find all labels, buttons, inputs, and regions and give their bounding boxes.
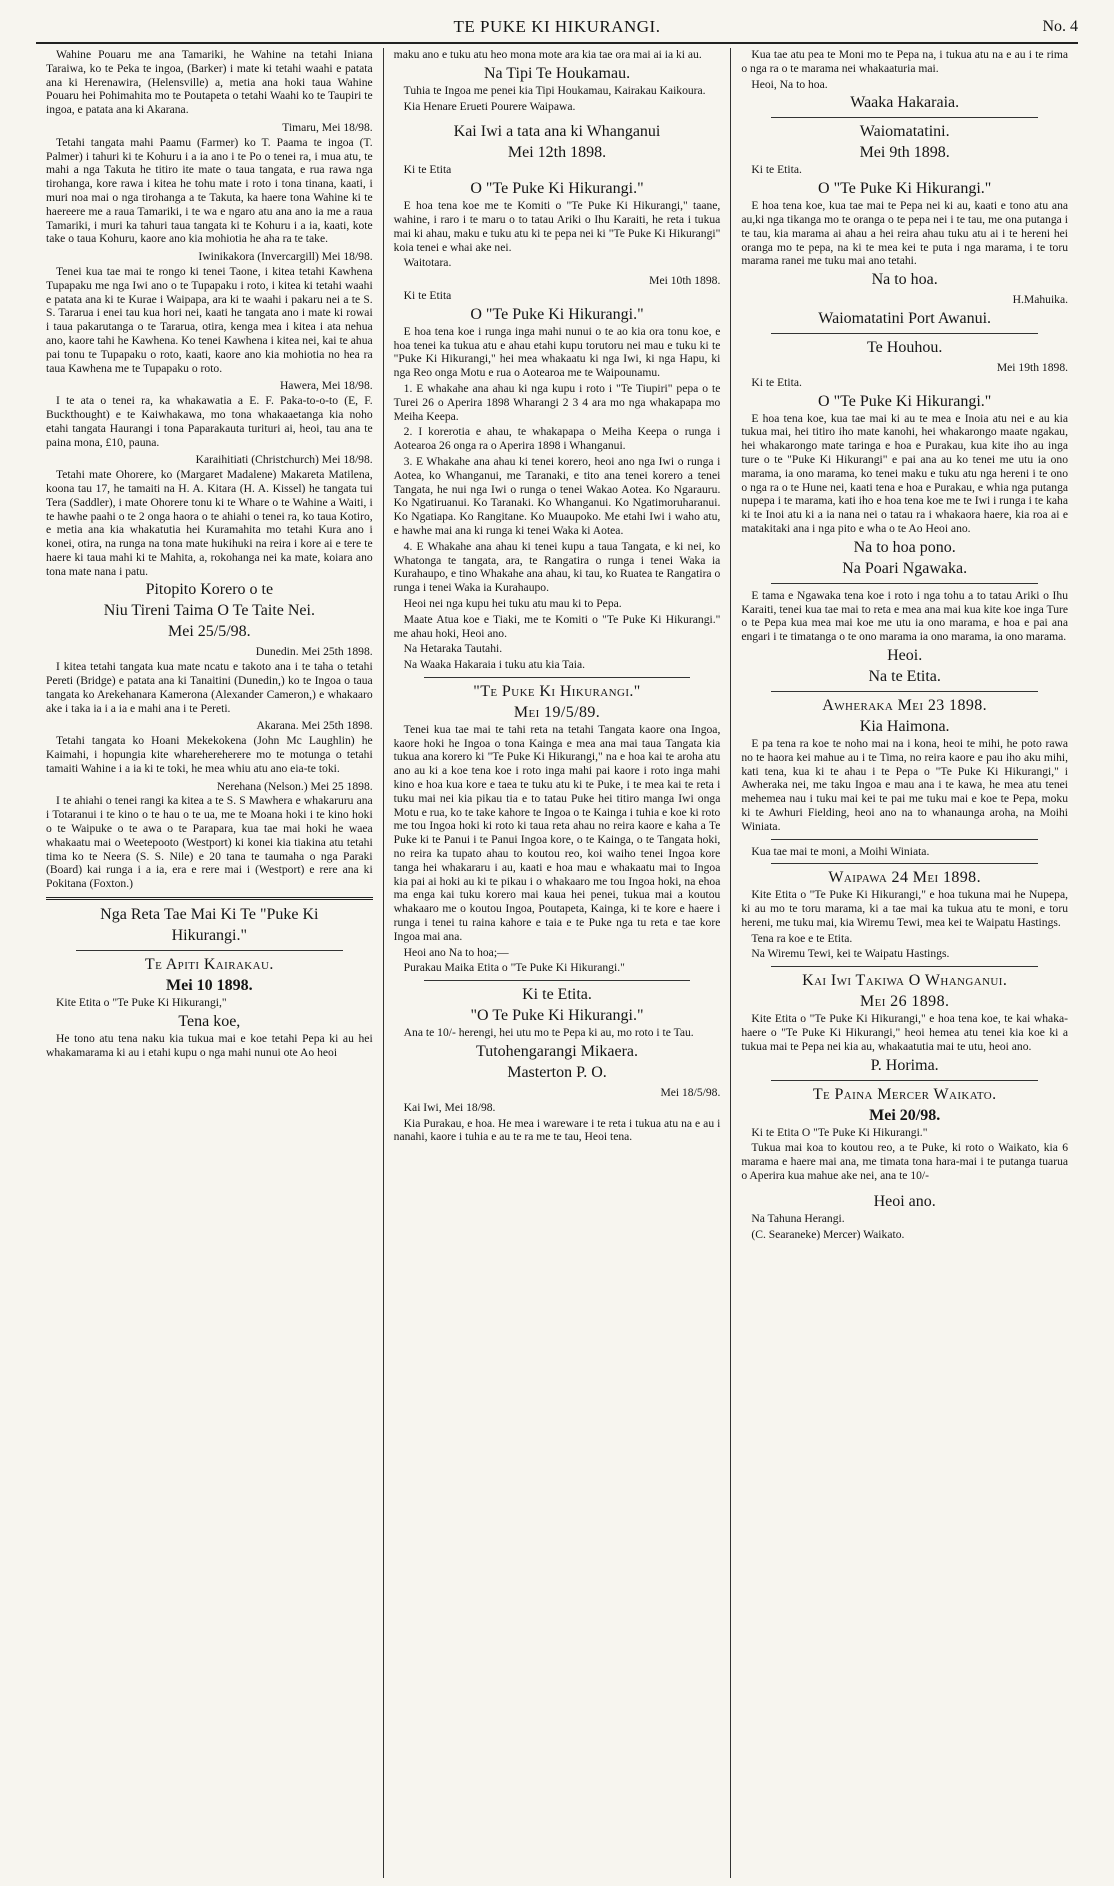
centered-heading: Waipawa 24 Mei 1898.	[828, 869, 981, 887]
paragraph: Heoi ano Na to hoa;—	[403, 945, 509, 959]
centered-heading: Ki te Etita.	[522, 986, 592, 1004]
paragraph: Heoi nei nga kupu hei tuku atu mau ki to Pepa.	[403, 596, 622, 610]
centered-heading: Tena koe,	[178, 1012, 241, 1030]
centered-heading: Mei 12th 1898.	[507, 144, 607, 162]
paragraph: E hoa tena koe me te Komiti o "Te Puke Ki Hikurangi," taane, wahine, i raro i te maru o to tatau Ariki o Ihu Karaiti, he reta i tukua mai ki ahau, maku e tuku atu ki te pepa nei ki "Te Puke Ki Hikurangi" koia tenei e whai ake nei.	[393, 199, 721, 254]
paragraph: 3. E Whakahe ana ahau ki tenei korero, heoi ano nga Iwi o runga i Aotea, ko Whanganui, me Taranaki, e tito ana tenei korero a tenei Tangata, he nui nga Iwi o runga o tenei Wakao Aotea. Ko Ngarauru. Ko Ngatiruanui. Ko Taranaki. Ko Whanganui. Ko Ngatimoruharanui. Ko Ngatiapa. Ko Rangitane. Ko Muaupoko. Me etahi Iwi i waho atu, e hawhe mai ana ki runga ki tenei Waka ki Aotea.	[393, 454, 721, 537]
section-rule	[771, 583, 1038, 584]
paragraph: Maate Atua koe e Tiaki, me te Komiti o "Te Puke Ki Hikurangi." me ahau hoki, Heoi ano.	[393, 612, 721, 640]
paragraph: Kai Iwi, Mei 18/98.	[403, 1100, 496, 1114]
paragraph: 4. E Whakahe ana ahau ki tenei kupu a taua Tangata, e ki nei, ko Whatonga te tangata, ara, te Rangatira o runga i tenei Waka ia Kurahaupo, e tino Whakahe ana ahau, ki tau, ko Ruatea te Rangatira o runga i tenei Waka ia Kurahaupo.	[393, 539, 721, 595]
section-rule	[771, 966, 1038, 967]
paragraph: Ki te Etita.	[751, 163, 802, 177]
section-rule	[76, 950, 343, 951]
centered-heading: O "Te Puke Ki Hikurangi."	[470, 305, 644, 323]
section-rule	[771, 863, 1038, 864]
paragraph: 1. E whakahe ana ahau ki nga kupu i roto i "Te Tiupiri" pepa o te Turei 26 o Aperira 1898 Wharangi 2 3 4 ara mo nga whakapapa mo Meiha Keepa.	[393, 381, 721, 423]
paragraph: Kite Etita o "Te Puke Ki Hikurangi,"	[56, 996, 227, 1010]
centered-heading: Mei 20/98.	[869, 1106, 941, 1124]
centered-heading: Tutohengarangi Mikaera.	[475, 1043, 639, 1061]
centered-heading: Masterton P. O.	[507, 1064, 607, 1082]
double-rule	[46, 897, 373, 900]
section-rule	[771, 333, 1038, 334]
paragraph: Tetahi mate Ohorere, ko (Margaret Madalene) Makareta Matilena, koona tau 17, he tamaiti na H. A. Kitara (H. A. Kissel) he tangata tui Tera (Saddler), i mate Ohorere tonu ki te Whare o te Wahine a Waiti, i te hawhe paahi o te 2 onga haora o te ahiahi o tenei ra, ko taua Kotiro, e metia ana kia whakatutia hei Kuramahita mo tetahi Kura ano i konei, otira, na runga na tona mate hukihuki na reira i kore ai e tere te haere ki taua mahi ki te Mahita, a, rokohanga nei ka mate, koiara ano tona mate nana i patu.	[46, 468, 373, 578]
centered-heading: Kai Iwi Takiwa O Whanganui.	[802, 972, 1008, 990]
centered-heading: Te Houhou.	[867, 338, 943, 356]
paragraph: Wahine Pouaru me ana Tamariki, he Wahine na tetahi Iniana Taraiwa, ko te Peka te ingoa, (Barker) i mate ki tetahi waahi e patata ana ki Herenawira, (Helensville) a, metia ana hoki taua Wahine Pouaru hei Pohimahita mo te Poutapeta o tetahi Waahi ko te Taupiri te ingoa, e patata ana ki Akarana.	[46, 48, 373, 117]
paragraph: Ki te Etita O "Te Puke Ki Hikurangi."	[751, 1125, 928, 1139]
running-title: TE PUKE KI HIKURANGI.	[453, 17, 661, 36]
centered-heading: "Te Puke Ki Hikurangi."	[473, 682, 641, 700]
centered-heading: Hikurangi."	[171, 927, 248, 945]
centered-heading: Kai Iwi a tata ana ki Whanganui	[453, 123, 661, 141]
centered-heading: Na to hoa.	[871, 271, 938, 289]
paragraph: Ki te Etita	[403, 288, 452, 302]
dateline: Mei 19th 1898.	[996, 360, 1069, 374]
column-2	[383, 48, 731, 1878]
dateline: Hawera, Mei 18/98.	[279, 379, 373, 393]
paragraph: Na Wiremu Tewi, kei te Waipatu Hastings.	[751, 947, 950, 961]
dateline: Mei 10th 1898.	[649, 274, 721, 288]
paragraph: (C. Searaneke) Mercer) Waikato.	[751, 1227, 905, 1241]
paragraph: Tukua mai koa to koutou reo, a te Puke, ki roto o Waikato, kia 6 marama e haere mai ana, me timata tona hara-mai i te putanga tuarua o Aperira kua mahue ake nei, ana te 10/-	[741, 1141, 1069, 1183]
centered-heading: Kia Haimona.	[859, 717, 950, 735]
centered-heading: Awheraka Mei 23 1898.	[822, 696, 988, 714]
centered-heading: Pitopito Korero o te	[145, 581, 274, 599]
centered-heading: Waiomatatini Port Awanui.	[818, 309, 992, 327]
centered-heading: O "Te Puke Ki Hikurangi."	[818, 180, 992, 198]
centered-heading: Mei 9th 1898.	[859, 144, 950, 162]
paragraph: Na Waaka Hakaraia i tuku atu kia Taia.	[403, 658, 585, 672]
centered-heading: Heoi.	[887, 646, 923, 664]
dateline: Karaihitiati (Christchurch) Mei 18/98.	[195, 453, 373, 467]
centered-heading: Mei 19/5/89.	[513, 703, 601, 721]
section-rule	[424, 677, 691, 678]
paragraph: E hoa tena koe, kua tae mai ki au te mea e Inoia atu nei e au kia tukua mai, hei titiro iho mate kanohi, hei whakarongo maate ngakau, hei whakarongo mate taringa e hoa e Purakau, kua kite iho au inga ture o te "Puke Ki Hikurangi" e pai ana au ko tenei me utu ia ono marama, ia ono marama, ko tenei maku e tuku atu nga hereni i te ono o nga ra o te Hune nei, kaati tena e hoa e Purakau, e whia nga putanga nupepa i te marama, kati iho e hoa tena koe me te Iwi i runga i te kaha ki te Inoi atu ki a ia nana nei o tatau ra i whakaora haere, kia roa ai e matakitaki ana i nga pito e wha o te Ao Heoi ano.	[741, 411, 1069, 535]
paragraph: Ana te 10/- herengi, hei utu mo te Pepa ki au, mo roto i te Tau.	[403, 1026, 694, 1040]
paragraph: I kitea tetahi tangata kua mate ncatu e takoto ana i te taha o tetahi Pereti (Bridge) e patata ana ki Tanaitini (Dunedin,) ko te Ingoa o taua tangata ko Arekehanara Kamerona (Alexander Cameron,) e whakaaro ake i taka ia i a ia e mahi ana i te Pereti.	[46, 660, 373, 715]
page-header	[36, 14, 1078, 40]
columns	[36, 48, 1078, 1878]
paragraph: Na Tahuna Herangi.	[751, 1211, 845, 1225]
centered-heading: Te Paina Mercer Waikato.	[812, 1085, 997, 1103]
section-rule	[771, 117, 1038, 118]
centered-heading: Te Apiti Kairakau.	[144, 956, 274, 974]
centered-heading: Mei 10 1898.	[166, 977, 253, 995]
paragraph: Kua tae mai te moni, a Moihi Winiata.	[751, 844, 930, 858]
section-rule	[771, 1080, 1038, 1081]
spacer	[741, 1185, 1068, 1190]
centered-heading: Na to hoa pono.	[853, 538, 956, 556]
paragraph: Purakau Maika Etita o "Te Puke Ki Hikurangi."	[403, 961, 625, 975]
page-number: No. 4	[1042, 18, 1078, 35]
header-rule	[36, 42, 1078, 44]
paragraph: He tono atu tena naku kia tukua mai e koe tetahi Pepa ki au hei whakamarama ki au i etahi kupu o nga mahi nunui ote Ao heoi	[46, 1031, 373, 1059]
spacer	[394, 115, 721, 120]
paragraph: 2. I korerotia e ahau, te whakapapa o Meiha Keepa o runga i Aotearoa 26 onga ra o Aperira 1898 i Whanganui.	[393, 425, 721, 453]
paragraph: I te ata o tenei ra, ka whakawatia a E. F. Paka-to-o-to (E, F. Buckthought) e te Kaiwhakawa, mo tona whakaaetanga kia noho etahi tangata Haurangi i tona Paparakauta turituri ai, heoi, tau ana te paina mona, £10, pauna.	[46, 394, 373, 449]
paragraph: Tena ra koe e te Etita.	[751, 931, 853, 945]
centered-heading: Na Tipi Te Houkamau.	[483, 64, 631, 82]
section-rule	[771, 691, 1038, 692]
dateline: Mei 18/5/98.	[660, 1086, 721, 1100]
centered-heading: P. Horima.	[870, 1056, 939, 1074]
dateline: Iwinikakora (Invercargill) Mei 18/98.	[198, 250, 373, 264]
dateline: Dunedin. Mei 25th 1898.	[255, 645, 373, 659]
dateline: Akarana. Mei 25th 1898.	[256, 719, 373, 733]
centered-heading: Mei 26 1898.	[859, 993, 950, 1011]
paragraph: Tenei kua tae mai te rongo ki tenei Taone, i kitea tetahi Kawhena Tupapaku me nga Iwi ano o te Tupapaku i roto, i kitea ki tetahi waahi e patata ana ki te Kurae i Waipapa, ara ki te waahi i pakaru nei a te S. S. Tararua i enei tau kua hori nei, kaati he tangata ano i mate ki rowai i taua pakarutanga o te Tararua, otira, kenga mea i kitea i ata nehua ano, kaore tahi he Kawhena. Ko tenei Kawhena i kitea nei, kai te ahua pai tonu te Tupapaku o roto, kaati, kaore ano kia mohiotia no hea ra taua Kawhena me te Tupapaku o roto.	[46, 264, 373, 375]
section-rule	[771, 839, 1038, 840]
centered-heading: Waaka Hakaraia.	[850, 94, 960, 112]
dateline: Nerehana (Nelson.) Mei 25 1898.	[216, 779, 373, 793]
centered-heading: Na Poari Ngawaka.	[842, 559, 968, 577]
paragraph: Tuhia te Ingoa me penei kia Tipi Houkamau, Kairakau Kaikoura.	[403, 83, 706, 97]
centered-heading: Na te Etita.	[868, 667, 941, 685]
paragraph: Kite Etita o "Te Puke Ki Hikurangi," e hoa tukuna mai he Nupepa, ki au mo te toru marama, ki a tae mai ka tukua atu te moni, e toru hereni, me tuku mai, kia Wiremu Tewi, mea kei te Waipatu Hastings.	[741, 888, 1069, 929]
paragraph: Waitotara.	[403, 256, 452, 270]
centered-heading: Nga Reta Tae Mai Ki Te "Puke Ki	[100, 906, 319, 924]
paragraph: Na Hetaraka Tautahi.	[403, 642, 503, 656]
paragraph: E tama e Ngawaka tena koe i roto i nga tohu a to tatau Ariki o Ihu Karaiti, tenei kua tae mai to reta e mea ana mai kua kite koe inga Ture o te Pepa kua mea mai koe me utu ia ono marama, e hoa e pai ana engari i te timatanga o te ono marama ia ono marama, ia ono marama.	[741, 588, 1069, 644]
column-1	[36, 48, 383, 1878]
paragraph: Kia Purakau, e hoa. He mea i wareware i te reta i tukua atu na e au i nanahi, kaore i tuhia e au te ra me te tau, Heoi tena.	[393, 1116, 721, 1144]
centered-heading: O "Te Puke Ki Hikurangi."	[818, 392, 992, 410]
paragraph: E hoa tena koe, kua tae mai te Pepa nei ki au, kaati e tono atu ana au,ki nga tikanga mo te oranga o te pepa nei i te tau, me ona putanga i te tau, kia marama ai ahau a hei reira ahau tuku atu ai i te hereni hei oranga mo te pepa, na ki te mea kei te puta i nga marama, i te toru marama ranei me tuku mai ano tetahi.	[741, 199, 1069, 268]
centered-heading: Heoi ano.	[873, 1192, 936, 1210]
paragraph: I te ahiahi o tenei rangi ka kitea a te S. S Mawhera e whakaruru ana i Totaranui i te kino o te hau o te ua, me te Moana hoki i te kino hoki o te Waipuke o te awa o te Parapara, kua tae mai hoki he waea whakaatu mai o Weetepooto (Westport) ki konei kia tiakina atu tetahi tima ko te Neera (S. S. Nile) e 20 tana te taumaha o nga Paraki (Board) kai runga i a ia, era e rere mai i (Westport) e rere ana ki Pokitana (Foxton.)	[46, 794, 373, 891]
column-3	[730, 48, 1078, 1878]
paragraph: Ki te Etita	[403, 163, 452, 177]
dateline: H.Mahuika.	[1012, 293, 1069, 307]
paragraph: Ki te Etita.	[751, 375, 802, 389]
centered-heading: Niu Tireni Taima O Te Taite Nei.	[103, 602, 315, 620]
paragraph: E hoa tena koe i runga inga mahi nunui o te ao kia ora tonu koe, e hoa tenei ka tukua atu e ahau etahi kupu torutoru nei mau e tuku ki te "Puke Ki Hikurangi," hei mea whakaatu ki nga Iwi, ki nga Hapu, ki nga Reo onga Motu e rua o Aotearoa me te Waipounamu.	[393, 324, 721, 380]
centered-heading: "O Te Puke Ki Hikurangi."	[470, 1007, 644, 1025]
paragraph: Kite Etita o "Te Puke Ki Hikurangi," e hoa tena koe, te kai whaka-haere o "Te Puke Ki Hikurangi," heoi hemea atu tenei kia koe ki a tukua mai te Pepa nei kia au, whakaatutia mai te utu, heoi ano.	[741, 1012, 1069, 1053]
centered-heading: Waiomatatini.	[859, 123, 950, 141]
paragraph: Tetahi tangata ko Hoani Mekekokena (John Mc Laughlin) he Kaimahi, i hopungia kite wharehereherere mo te motunga o tetahi tamaiti Wahine i a ia ki te toki, he mea whiu atu ano eia-te toki.	[46, 734, 373, 775]
paragraph: maku ano e tuku atu heo mona mote ara kia tae ora mai ai ia ki au.	[393, 48, 702, 61]
paragraph: Tenei kua tae mai te tahi reta na tetahi Tangata kaore ona Ingoa, kaore hoki he Ingoa o tona Kainga e mea ana mai taua Tangata kia tukua ana korero ki "Te Puke Ki Hikurangi," na e hoa kai te aroha atu ano au ki a koe tena koe i roto inga mahi pai kaore i roto inga mahi kino e hoa kua kore e taea te tuku atu ki te Puke, i te mea kai te reta i tuku mai nei kia pikau tia e to tatau Puke hei titiro manga Iwi onga Motu e rua, ko te take kahore te Ingoa o te Kainga i tuhia e koe ki roto me tou Ingoa hoki ki roto ki taua reta ahau no reira kaore e kaha a Te Puke ki te Panui i te Panui Ingoa kore, o te Kainga, o te Tangata hoki, no reira ka tupato ahau to koutou reo, koi waiho tenei Ingoa kore tanga hei whakararu i au, kaati e hoa mau e whakaatu mai to Ingoa kia pai ai hoki au ki te pikau i o whakaaro me tou Ingoa hoki, na ehoa ma enga kai tuku korero mai kaua hei penei, tukua mai a koutou whakaaro me o koutou Ingoa, Poutapeta, Kainga, ki te kore e haere i runga i tenei tu raina kahore e taia e te Puke nga tu reta e tae kore Ingoa mai ana.	[393, 722, 721, 943]
section-rule	[424, 980, 691, 981]
paragraph: Tetahi tangata mahi Paamu (Farmer) ko T. Paama te ingoa (T. Palmer) i tahuri ki te Kohuru i a ia ano i te Po o tenei ra, i mua atu, te mahi a nga Takuta he titiro ite mate o taua tangata, e rua rawa nga tirohanga, kore rawa i kitea he tohu mate i roto i tona tinana, kaati, i muri noa mai o nga tirohanga a te Takuta, ka haere tona Wahine ki te haereere me a raua Tamariki, i te wa e ngaro atu ana ano ia me a raua Tamariki, i muri ka tahuri taua tangata ki te Kohuru i a ia, kaati, kote take o taua Kohuru, kaore ano kia mohiotia he aha ra te take.	[46, 135, 373, 246]
paragraph: E pa tena ra koe te noho mai na i kona, heoi te mihi, he poto rawa no te haora kei mahue au i te Tima, no reira kaore e pau iho aku mihi, kati tena, kua ki te ahau i te Pepa o "Te Puke Ki Hikurangi," i Awheraka nei, me taku Ingoa e mau ana i te kawa, he mea atu tenei mehemea nau i tuku mai kei te pai me tuku mai e koe te Pepa, moku ki te Awhuri Fielding, heoi ano na to whanaunga aroha, na Moihi Winiata.	[741, 736, 1069, 833]
dateline: Timaru, Mei 18/98.	[282, 120, 373, 134]
paragraph: Kia Henare Erueti Pourere Waipawa.	[403, 99, 576, 113]
centered-heading: O "Te Puke Ki Hikurangi."	[470, 180, 644, 198]
centered-heading: Mei 25/5/98.	[168, 623, 251, 641]
paragraph: Heoi, Na to hoa.	[751, 77, 828, 91]
paragraph: Kua tae atu pea te Moni mo te Pepa na, i tukua atu na e au i te rima o nga ra o te marama nei whakaaturia mai.	[741, 48, 1069, 75]
